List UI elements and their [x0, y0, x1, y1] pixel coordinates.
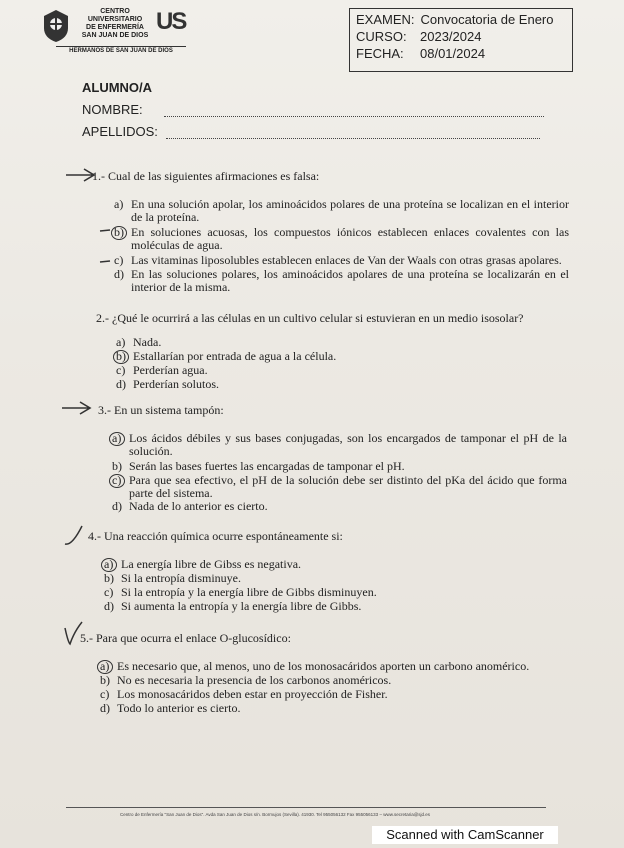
logo-line: CENTRO [100, 8, 130, 15]
option-letter: d) [116, 377, 126, 391]
institution-logo [38, 6, 188, 56]
option-text: En soluciones acuosas, los compuestos iónicos establecen enlaces covalentes con las moléculas de agua. [131, 225, 569, 252]
option-text: En una solución apolar, los aminoácidos polares de una proteína se localizan en el interior de la proteína. [131, 197, 569, 224]
option-text: Serán las bases fuertes las encargadas de tamponar el pH. [129, 459, 405, 473]
course-value: 2023/2024 [420, 29, 482, 44]
option-text: Si la entropía disminuye. [121, 571, 241, 585]
question-5 [80, 631, 580, 715]
option-letter: a) [100, 659, 110, 673]
footer-address: Centro de Enfermería "San Juan de Dios". Avda San Juan de Dios s/n. Bormujos (Sevilla). 41930. Tel 955056132 Fax 955056133 – www.secretaria@sjd.es [120, 812, 431, 817]
option-text: Para que sea efectivo, el pH de la solución debe ser distinto del pKa del ácido que forma parte del sistema. [129, 473, 567, 500]
logo-line: UNIVERSITARIO [87, 16, 143, 23]
option-text: Estallarían por entrada de agua a la célula. [133, 349, 337, 363]
question-stem: 1.- Cual de las siguientes afirmaciones es falsa: [92, 169, 320, 183]
option-letter: d) [114, 267, 124, 281]
date-label: FECHA: [356, 46, 404, 61]
option-text: Perderían solutos. [133, 377, 219, 391]
option-letter: d) [112, 499, 122, 513]
option-letter: a) [114, 197, 124, 211]
option-text: Es necesario que, al menos, uno de los monosacáridos aporten un carbono anomérico. [117, 659, 530, 673]
option-letter: b) [100, 673, 110, 687]
logo-line: DE ENFERMERÍA [86, 24, 144, 31]
logo-center-text [76, 8, 154, 40]
option-text: Nada de lo anterior es cierto. [129, 499, 268, 513]
option-letter: a) [104, 557, 114, 571]
dash-mark-icon [98, 256, 112, 266]
option-text: No es necesaria la presencia de los carbonos anoméricos. [117, 673, 392, 687]
question-2 [96, 311, 576, 391]
check-mark-icon [62, 524, 86, 548]
date-row [356, 46, 485, 61]
student-heading: ALUMNO/A [82, 80, 153, 95]
us-logo: US [156, 8, 186, 35]
surname-blank[interactable] [166, 138, 540, 139]
option-letter: b) [112, 459, 122, 473]
surname-label: APELLIDOS: [82, 124, 158, 139]
option-letter: b) [114, 225, 124, 239]
question-stem: 5.- Para que ocurra el enlace O-glucosídico: [80, 631, 291, 645]
option-text: La energía libre de Gibss es negativa. [121, 557, 302, 571]
question-stem: 3.- En un sistema tampón: [98, 403, 224, 417]
option-letter: c) [114, 253, 124, 267]
option-text: Los monosacáridos deben estar en proyección de Fisher. [117, 687, 388, 701]
option-letter: d) [104, 599, 114, 613]
exam-info-box [349, 8, 573, 72]
option-letter: c) [104, 585, 114, 599]
date-value: 08/01/2024 [420, 46, 486, 61]
logo-hermanos: HERMANOS DE SAN JUAN DE DIOS [56, 46, 186, 54]
name-label: NOMBRE: [82, 102, 143, 117]
question-1 [92, 169, 582, 294]
option-letter: c) [112, 473, 122, 487]
question-4 [88, 529, 568, 613]
crest-icon [40, 8, 72, 44]
question-3 [98, 403, 578, 513]
question-stem: 2.- ¿Qué le ocurrirá a las células en un cultivo celular si estuvieran en un medio isosolar? [96, 311, 524, 325]
dash-mark-icon [98, 226, 112, 236]
arrow-mark-icon [60, 400, 94, 416]
option-letter: b) [104, 571, 114, 585]
option-text: Si aumenta la entropía y la energía libre de Gibbs. [121, 599, 362, 613]
option-letter: c) [116, 363, 126, 377]
question-stem: 4.- Una reacción química ocurre espontáneamente si: [88, 529, 343, 543]
footer-divider [66, 807, 546, 808]
name-blank[interactable] [164, 116, 544, 117]
option-text: Las vitaminas liposolubles establecen enlaces de Van der Waals con otras grasas apolares. [131, 253, 562, 267]
surname-field [82, 124, 540, 139]
option-text: Todo lo anterior es cierto. [117, 701, 241, 715]
exam-label: EXAMEN: [356, 12, 415, 27]
option-letter: a) [112, 431, 122, 445]
course-row [356, 29, 481, 44]
logo-line: SAN JUAN DE DIOS [81, 32, 149, 39]
option-letter: d) [100, 701, 110, 715]
option-letter: b) [116, 349, 126, 363]
exam-value: Convocatoria de Enero [420, 12, 554, 27]
camscanner-badge: Scanned with CamScanner [372, 826, 558, 844]
name-field [82, 102, 544, 117]
exam-row [356, 12, 554, 27]
option-text: En las soluciones polares, los aminoácidos apolares de una proteína se localizarán en el interior de la misma. [131, 267, 569, 294]
option-text: Los ácidos débiles y sus bases conjugadas, son los encargados de tamponar el pH de la solución. [129, 431, 567, 458]
option-letter: c) [100, 687, 110, 701]
option-text: Si la entropía y la energía libre de Gibbs disminuyen. [121, 585, 377, 599]
option-letter: a) [116, 335, 126, 349]
option-text: Nada. [133, 335, 162, 349]
course-label: CURSO: [356, 29, 407, 44]
option-text: Perderían agua. [133, 363, 208, 377]
